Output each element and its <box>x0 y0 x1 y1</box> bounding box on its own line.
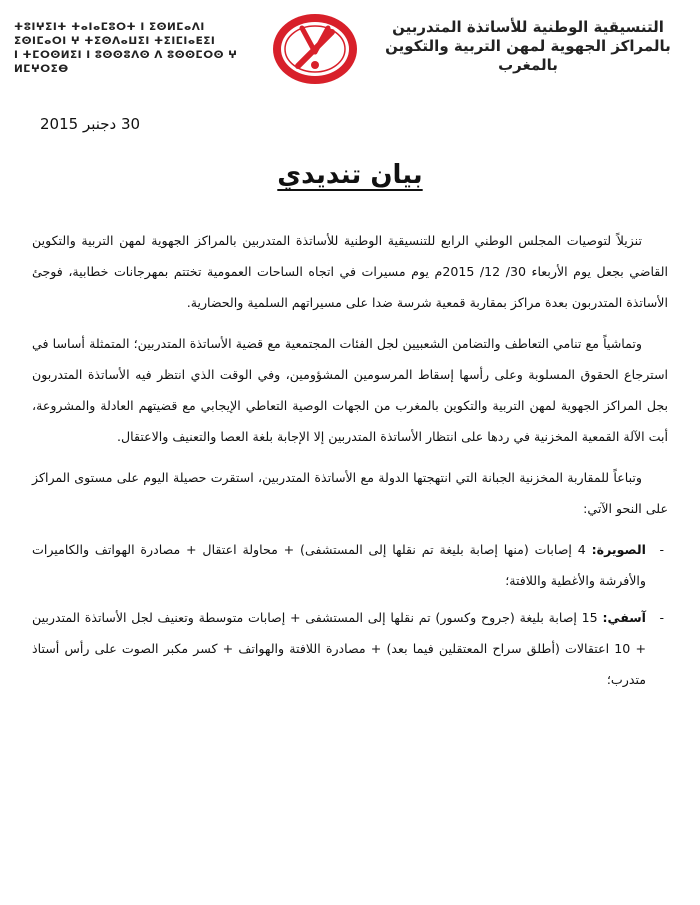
org-tz-line: ⵍⵎⵖⵔⵉⴱ <box>14 63 69 75</box>
body-paragraph: تنزيلاً لتوصيات المجلس الوطني الرابع للتنسيقية الوطنية للأساتذة المتدربين بالمراكز الجهوية لمهن التربية والتكوين القاضي بجعل يوم الأربعاء 30/ 12/ 2015م يوم مسيرات في اتجاه الساحات العمومية تختتم بمهرجانات خطابية، فوجئ الأساتذة المتدربون بعدة مراكز بمقاربة قمعية شرسة ضدا على مسيراتهم السلمية والحضارية. <box>32 233 669 310</box>
statement-date: 30 دجنبر 2015 <box>40 115 141 133</box>
incident-details: 4 إصابات (منها إصابة بليغة تم نقلها إلى المستشفى) + محاولة اعتقال + مصادرة الهواتف والكاميرات والأفرشة والأغطية واللافتة؛ <box>32 542 646 588</box>
statement-body <box>32 225 668 701</box>
incident-item <box>32 602 646 695</box>
org-ar-line: التنسيقية الوطنية للأساتذة المتدربين <box>392 18 664 36</box>
organization-name-tifinagh <box>14 20 259 76</box>
body-paragraph: وتماشياً مع تنامي التعاطف والتضامن الشعبيين لجل الفئات المجتمعية مع قضية الأساتذة المتدربين؛ المتمثلة أساسا في استرجاع الحقوق المسلوبة وعلى رأسها إسقاط المرسومين المشؤومين، وفي الوقت الذي انتظر فيه الأساتذة المتدربون بجل المراكز الجهوية لمهن التربية والتكوين بالمغرب من الجهات الوصية التعاطي الإيجابي مع قضيتهم العادلة والمشروعة، أبت الآلة القمعية المخزنية في ردها على انتظار الأساتذة المتدربين إلا الإجابة بلغة العصا والتعنيف والاعتقال. <box>32 336 668 444</box>
org-ar-line: بالمراكز الجهوية لمهن التربية والتكوين <box>385 37 671 55</box>
organization-logo-icon <box>268 10 362 88</box>
org-tz-line: ⵏ ⵜⵎⵔⵙⵍⵉⵏ ⵏ ⵓⵙⵙⵓⴷⵙ ⴷ ⵓⵙⵙⵎⵔⵙ ⵖ <box>14 49 238 61</box>
organization-name-arabic <box>378 18 678 75</box>
statement-title: بيان تنديدي <box>277 160 423 190</box>
incident-list <box>32 534 668 695</box>
org-ar-line: بالمغرب <box>498 56 558 74</box>
incident-city: الصويرة: <box>591 542 646 557</box>
incident-item <box>32 534 646 596</box>
incident-city: آسفي: <box>602 610 646 625</box>
incident-details: 15 إصابة بليغة (جروح وكسور) تم نقلها إلى المستشفى + إصابات متوسطة وتعنيف لجل الأساتذة المتدربين + 10 اعتقالات (أطلق سراح المعتقلين فيما بعد) + مصادرة اللافتة والهواتف + كسر مكبر الصوت على رأس أستاذ متدرب؛ <box>32 610 646 687</box>
org-tz-line: ⵜⵓⵏⵖⵉⵏⵜ ⵜⴰⵏⴰⵎⵓⵔⵜ ⵏ ⵉⵙⵍⵎⴰⴷⵏ <box>14 21 205 33</box>
org-tz-line: ⵉⵙⵏⵎⴰⵔⵏ ⵖ ⵜⵉⵙⴷⴰⵡⵉⵏ ⵜⵉⵏⵎⵏⴰⴹⵉⵏ <box>14 35 216 47</box>
body-paragraph: وتباعاً للمقاربة المخزنية الجبانة التي انتهجتها الدولة مع الأساتذة المتدربين، استقرت حصيلة اليوم على مستوى المراكز على النحو الآتي: <box>32 470 668 516</box>
letterhead <box>0 0 700 110</box>
